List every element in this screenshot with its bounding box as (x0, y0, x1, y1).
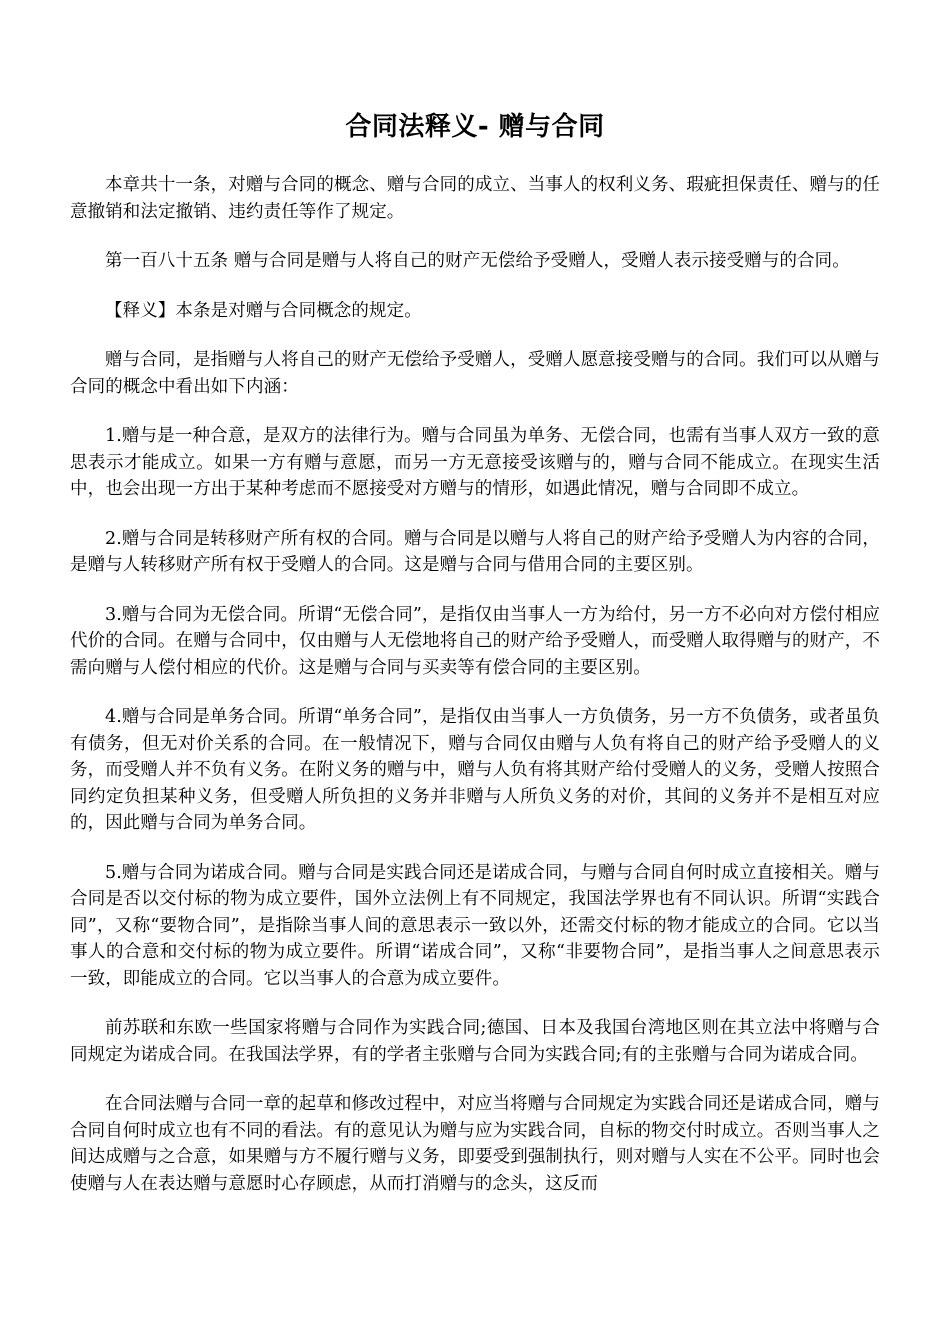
paragraph-point-5: 5.赠与合同为诺成合同。赠与合同是实践合同还是诺成合同，与赠与合同自何时成立直接相关。赠与合同是否以交付标的物为成立要件，国外立法例上有不同规定，我国法学界也有不同认识。所谓“实践合同”，又称“要物合同”，是指除当事人间的意思表示一致以外，还需交付标的物才能成立的合同。它以当事人的合意和交付标的物为成立要件。所谓“诺成合同”，又称“非要物合同”，是指当事人之间意思表示一致，即能成立的合同。它以当事人的合意为成立要件。 (70, 862, 880, 989)
paragraph-point-1: 1.赠与是一种合意，是双方的法律行为。赠与合同虽为单务、无偿合同，也需有当事人双方一致的意思表示才能成立。如果一方有赠与意愿，而另一方无意接受该赠与的，赠与合同不能成立。在现实生活中，也会出现一方出于某种考虑而不愿接受对方赠与的情形，如遇此情况，赠与合同即不成立。 (70, 426, 880, 499)
paragraph-intro: 本章共十一条，对赠与合同的概念、赠与合同的成立、当事人的权利义务、瑕疵担保责任、赠与的任意撤销和法定撤销、违约责任等作了规定。 (70, 175, 880, 222)
paragraph-point-3: 3.赠与合同为无偿合同。所谓“无偿合同”，是指仅由当事人一方为给付，另一方不必向对方偿付相应代价的合同。在赠与合同中，仅由赠与人无偿地将自己的财产给予受赠人，而受赠人取得赠与的财产，不需向赠与人偿付相应的代价。这是赠与合同与买卖等有偿合同的主要区别。 (70, 604, 880, 678)
paragraph-article-185: 第一百八十五条 赠与合同是赠与人将自己的财产无偿给予受赠人，受赠人表示接受赠与的合同。 (105, 251, 850, 271)
paragraph-foreign-law: 前苏联和东欧一些国家将赠与合同作为实践合同;德国、日本及我国台湾地区则在其立法中将赠与合同规定为诺成合同。在我国法学界，有的学者主张赠与合同为实践合同;有的主张赠与合同为诺成合同。 (70, 1018, 880, 1065)
document-title: 合同法释义- 赠与合同 (345, 112, 605, 142)
document-body (70, 172, 880, 1220)
paragraph-definition: 赠与合同，是指赠与人将自己的财产无偿给予受赠人，受赠人愿意接受赠与的合同。我们可以从赠与合同的概念中看出如下内涵： (70, 350, 880, 397)
paragraph-interpretation: 【释义】本条是对赠与合同概念的规定。 (105, 300, 422, 321)
paragraph-drafting: 在合同法赠与合同一章的起草和修改过程中，对应当将赠与合同规定为实践合同还是诺成合同，赠与合同自何时成立也有不同的看法。有的意见认为赠与应为实践合同，自标的物交付时成立。否则当事人之间达成赠与之合意，如果赠与方不履行赠与义务，即要受到强制执行，则对赠与人实在不公平。同时也会使赠与人在表达赠与意愿时心存顾虑，从而打消赠与的念头，这反而 (70, 1094, 880, 1194)
paragraph-point-4: 4.赠与合同是单务合同。所谓“单务合同”，是指仅由当事人一方负债务，另一方不负债务，或者虽负有债务，但无对价关系的合同。在一般情况下，赠与合同仅由赠与人负有将自己的财产给予受赠人的义务，而受赠人并不负有义务。在附义务的赠与中，赠与人负有将其财产给付受赠人的义务，受赠人按照合同约定负担某种义务，但受赠人所负担的义务并非赠与人所负义务的对价，其间的义务并不是相互对应的，因此赠与合同为单务合同。 (70, 707, 880, 833)
paragraph-point-2: 2.赠与合同是转移财产所有权的合同。赠与合同是以赠与人将自己的财产给予受赠人为内容的合同，是赠与人转移财产所有权于受赠人的合同。这是赠与合同与借用合同的主要区别。 (70, 528, 880, 575)
